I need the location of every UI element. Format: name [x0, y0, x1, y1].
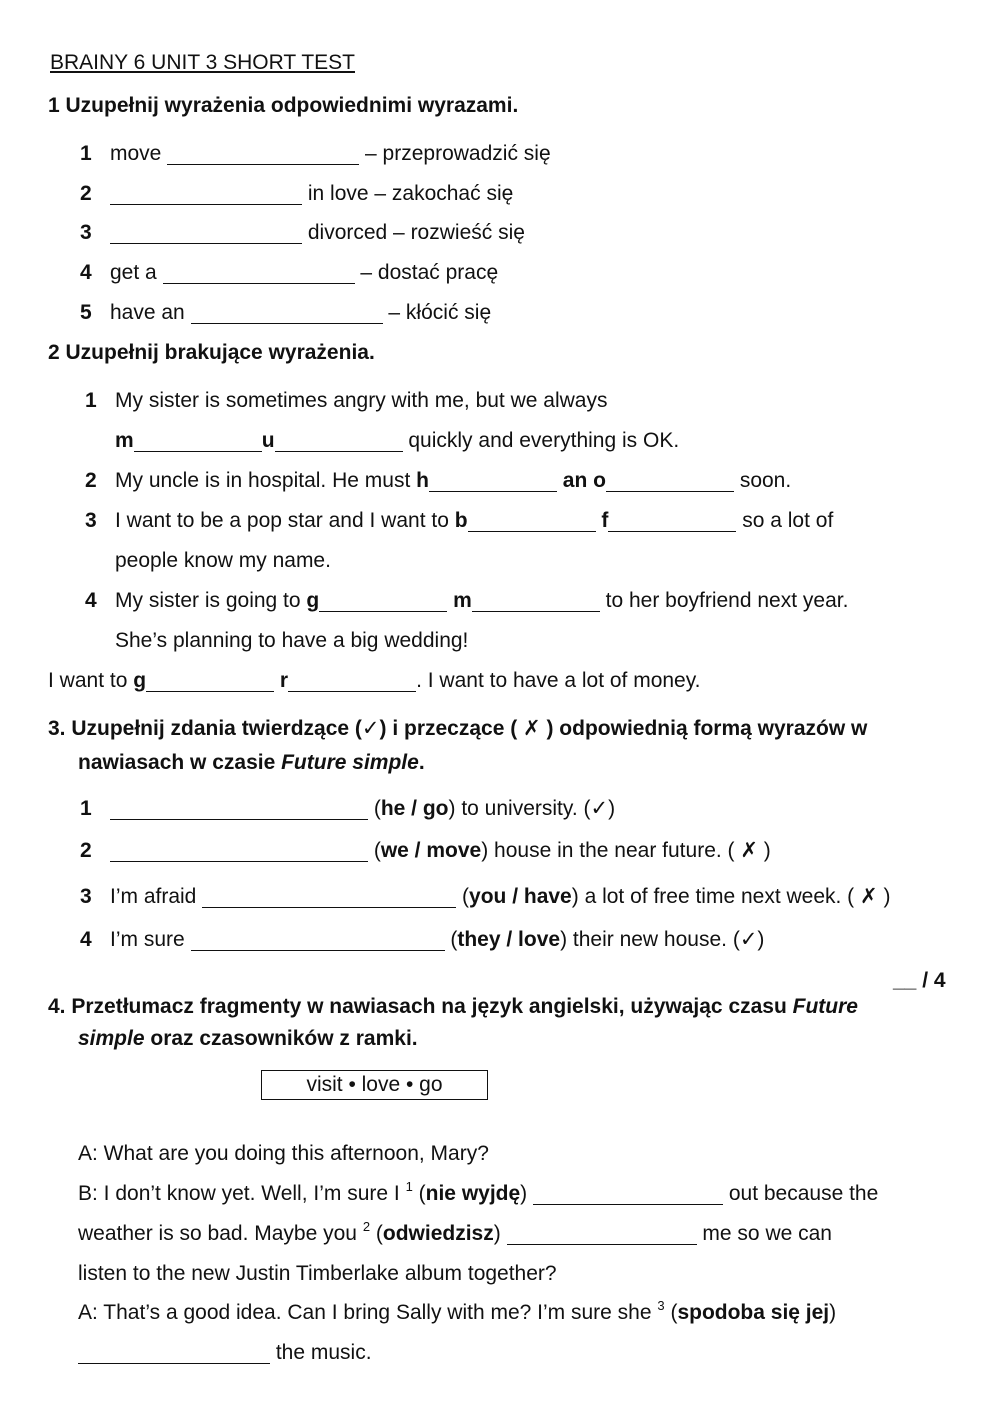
ex2-answer-3b[interactable] [608, 513, 736, 532]
exercise-3-heading-line-2: nawiasach w czasie Future simple. [78, 751, 425, 774]
ex2-answer-3a[interactable] [468, 513, 596, 532]
ex1-item-5: 5 have an – kłócić się [80, 301, 492, 324]
ex1-item-3: 3 divorced – rozwieść się [80, 221, 525, 244]
ex1-answer-1[interactable] [167, 146, 359, 165]
dialogue-line-1: A: What are you doing this afternoon, Mary? [78, 1142, 489, 1165]
word-box-text: visit • love • go [306, 1073, 443, 1096]
dialogue-line-6: the music. [78, 1342, 372, 1364]
exercise-4-heading-line-2: simple oraz czasowników z ramki. [78, 1027, 418, 1050]
exercise-1-heading: 1 Uzupełnij wyrażenia odpowiednimi wyrazami. [48, 94, 519, 117]
page-title: BRAINY 6 UNIT 3 SHORT TEST [50, 51, 355, 74]
dialogue-line-3: weather is so bad. Maybe you $^2$ (odwiedzisz) me so we can [78, 1219, 832, 1245]
ex3-item-3: 3 I’m afraid (you / have) a lot of free time next week. ( ✗ ) [80, 885, 891, 908]
ex2-item-1-line-2: m u quickly and everything is OK. [115, 429, 680, 452]
ex4-answer-3[interactable] [78, 1345, 270, 1364]
ex3-answer-3[interactable] [202, 889, 456, 908]
ex2-answer-2b[interactable] [606, 473, 734, 492]
ex1-answer-5[interactable] [191, 305, 383, 324]
ex2-item-4-line-1: 4 My sister is going to g m to her boyfriend next year. [85, 589, 849, 612]
ex4-answer-2[interactable] [507, 1226, 697, 1245]
ex4-answer-1[interactable] [533, 1186, 723, 1205]
ex2-item-3-line-2: people know my name. [115, 549, 331, 572]
ex2-item-3-line-1: 3 I want to be a pop star and I want to b f so a lot of [85, 509, 834, 532]
ex3-item-1: 1 (he / go) to university. (✓) [80, 797, 616, 820]
ex1-item-2: 2 in love – zakochać się [80, 182, 514, 205]
exercise-4-heading-line-1: 4. Przetłumacz fragmenty w nawiasach na język angielski, używając czasu Future [48, 995, 858, 1018]
dialogue-line-2: B: I don’t know yet. Well, I’m sure I $^1$ (nie wyjdę) out because the [78, 1179, 879, 1205]
ex2-answer-1a[interactable] [134, 433, 262, 452]
ex2-item-5: I want to g r . I want to have a lot of money. [48, 669, 701, 692]
ex1-answer-2[interactable] [110, 186, 302, 205]
ex3-item-4: 4 I’m sure (they / love) their new house. (✓) [80, 928, 765, 951]
exercise-2-heading: 2 Uzupełnij brakujące wyrażenia. [48, 341, 375, 364]
ex3-score: __ / 4 [893, 969, 946, 992]
ex1-answer-3[interactable] [110, 225, 302, 244]
ex3-answer-1[interactable] [110, 801, 368, 820]
ex2-item-1-line-1: 1 My sister is sometimes angry with me, but we always [85, 389, 608, 412]
ex2-item-4-line-2: She’s planning to have a big wedding! [115, 629, 469, 652]
exercise-3-heading-line-1: 3. Uzupełnij zdania twierdzące (✓) i przeczące ( ✗ ) odpowiednią formą wyrazów w [48, 717, 868, 740]
dialogue-line-4: listen to the new Justin Timberlake album together? [78, 1262, 557, 1285]
ex1-answer-4[interactable] [163, 265, 355, 284]
ex3-answer-4[interactable] [191, 932, 445, 951]
ex3-answer-2[interactable] [110, 843, 368, 862]
ex3-item-2: 2 (we / move) house in the near future. ( ✗ ) [80, 839, 771, 862]
ex2-answer-1b[interactable] [275, 433, 403, 452]
ex2-item-2: 2 My uncle is in hospital. He must h an o soon. [85, 469, 792, 492]
dialogue-line-5: A: That’s a good idea. Can I bring Sally with me? I’m sure she $^3$ (spodoba się jej) [78, 1298, 837, 1324]
ex2-answer-2a[interactable] [429, 473, 557, 492]
ex2-answer-4b[interactable] [472, 593, 600, 612]
ex2-answer-4a[interactable] [319, 593, 447, 612]
ex1-item-4: 4 get a – dostać pracę [80, 261, 499, 284]
ex1-item-1: 1 move – przeprowadzić się [80, 142, 551, 165]
ex2-answer-5b[interactable] [288, 673, 416, 692]
word-box [261, 1070, 488, 1100]
ex2-answer-5a[interactable] [146, 673, 274, 692]
